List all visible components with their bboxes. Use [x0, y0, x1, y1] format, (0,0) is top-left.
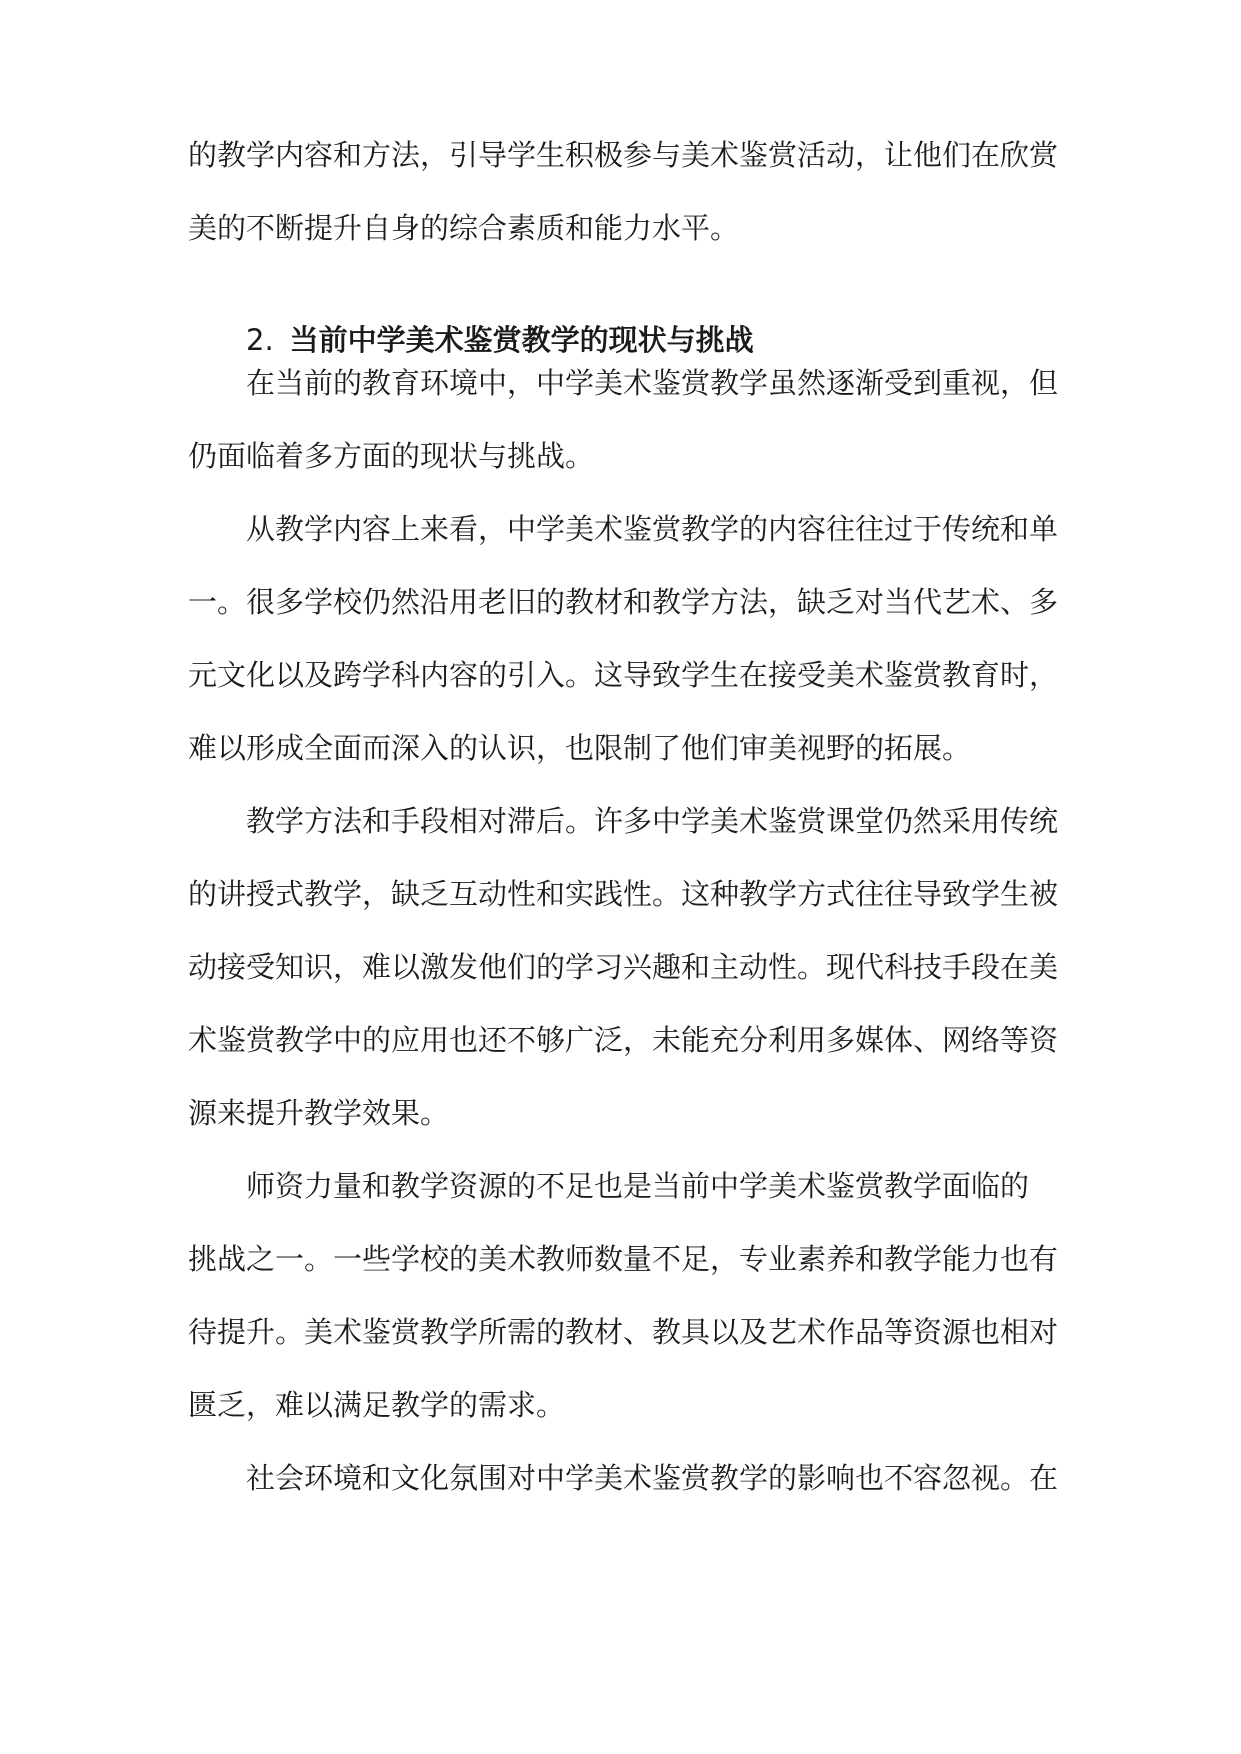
paragraph	[188, 1442, 1059, 1515]
paragraph	[188, 493, 1059, 785]
text-line: 挑战之一。一些学校的美术教师数量不足，专业素养和教学能力也有	[188, 1242, 1059, 1276]
paragraph-continuation	[188, 119, 1059, 265]
text-line: 的教学内容和方法，引导学生积极参与美术鉴赏活动，让他们在欣赏	[188, 138, 1059, 172]
text-line: 从教学内容上来看，中学美术鉴赏教学的内容往往过于传统和单	[246, 512, 1059, 546]
paragraph	[188, 785, 1059, 1150]
text-line: 动接受知识，难以激发他们的学习兴趣和主动性。现代科技手段在美	[188, 950, 1059, 984]
text-line: 待提升。美术鉴赏教学所需的教材、教具以及艺术作品等资源也相对	[188, 1315, 1059, 1349]
text-line: 一。很多学校仍然沿用老旧的教材和教学方法，缺乏对当代艺术、多	[188, 585, 1059, 619]
text-line: 在当前的教育环境中，中学美术鉴赏教学虽然逐渐受到重视，但	[246, 366, 1059, 400]
text-line: 师资力量和教学资源的不足也是当前中学美术鉴赏教学面临的	[246, 1169, 1030, 1203]
paragraph	[188, 347, 1059, 493]
paragraph	[188, 1150, 1059, 1442]
section-title: 当前中学美术鉴赏教学的现状与挑战	[289, 323, 754, 357]
text-line: 教学方法和手段相对滞后。许多中学美术鉴赏课堂仍然采用传统	[246, 804, 1059, 838]
section-number: 2.	[246, 323, 274, 357]
text-line: 的讲授式教学，缺乏互动性和实践性。这种教学方式往往导致学生被	[188, 877, 1059, 911]
text-line: 仍面临着多方面的现状与挑战。	[188, 439, 595, 473]
text-line: 源来提升教学效果。	[188, 1096, 450, 1130]
text-line: 社会环境和文化氛围对中学美术鉴赏教学的影响也不容忽视。在	[246, 1461, 1059, 1495]
text-line: 美的不断提升自身的综合素质和能力水平。	[188, 211, 740, 245]
text-line: 匮乏，难以满足教学的需求。	[188, 1388, 566, 1422]
text-line: 术鉴赏教学中的应用也还不够广泛，未能充分利用多媒体、网络等资	[188, 1023, 1059, 1057]
text-line: 元文化以及跨学科内容的引入。这导致学生在接受美术鉴赏教育时，	[188, 658, 1059, 692]
text-line: 难以形成全面而深入的认识，也限制了他们审美视野的拓展。	[188, 731, 972, 765]
